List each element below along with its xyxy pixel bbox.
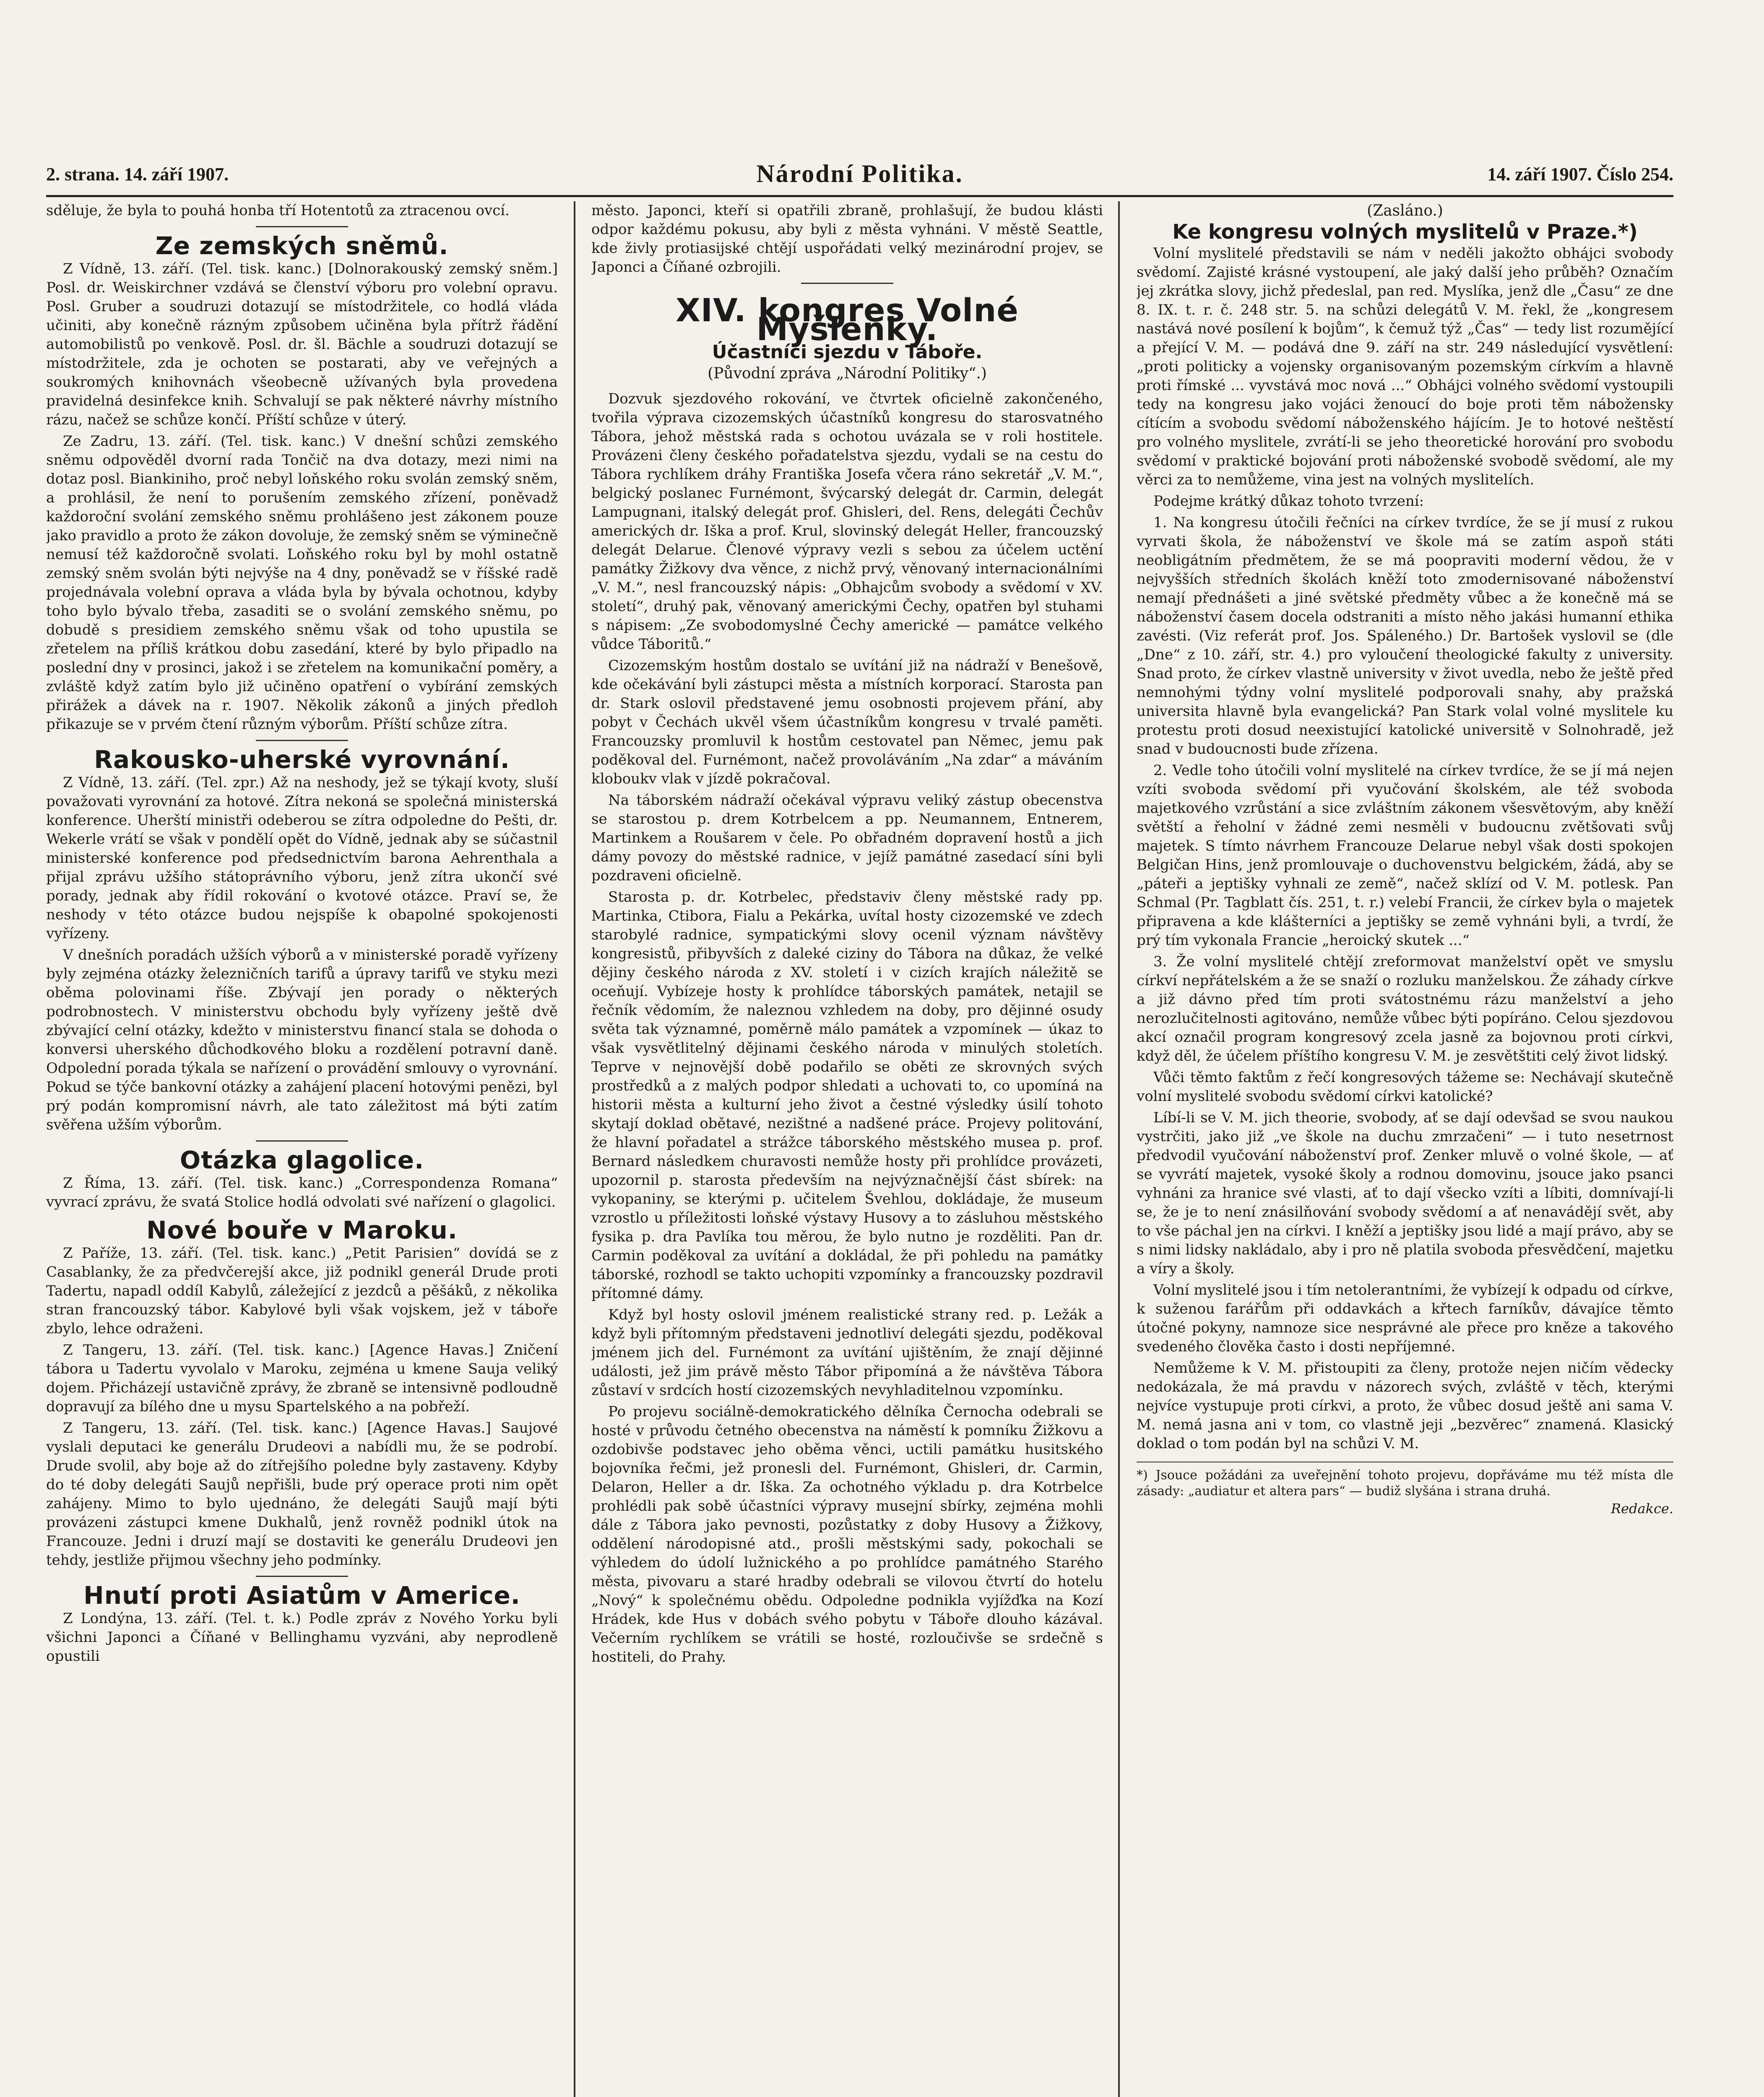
header-left: 2. strana. 14. září 1907. bbox=[46, 164, 229, 185]
article-paragraph: Na táborském nádraží očekával výpravu veliký zástup obecenstva se starostou p. drem Kotrbelcem a pp. Neumannem, Entnerem, Martinkem a Roušarem v čele. Po obřadném dopravení hostů a jich dámy povozy do městské radnice, v jejíž památné zasedací síni byli pozdraveni oficielně. bbox=[591, 792, 1103, 884]
article-paragraph: Nemůžeme k V. M. přistoupiti za členy, protože nejen ničím vědecky nedokázala, že má pravdu v názorech svých, zvláště v těch, kterými nejvíce vystupuje proti církvi, a proto, že vůbec dosud ještě ani sama V. M. nemá jasna ani v tom, co vlastně jeji „bezvěrec“ znamená. Klasický doklad o tom podán byl na schůzi V. M. bbox=[1137, 1360, 1673, 1452]
article-paragraph: Z Vídně, 13. září. (Tel. tisk. kanc.) [Dolnorakouský zemský sněm.] Posl. dr. Weiskirchner vzdává se členství výboru pro volební opravu. Posl. Gruber a soudruzi dotazují se místodržitele, co hodlá vláda učiniti, aby konečně rázným způsobem učiněna byla přítrž řádění automobilistů po venkově. Posl. dr. šl. Bächle a soudruzi dotazují se místodržitele, zda je ochoten se postarati, aby ve veřejných a soukromých knihovnách všeobecně užívaných byla provedena pravidelná desinfekce knih. Schvalují se pak některé návrhy místního rázu, načež se schůze končí. Příští schůze v úterý. bbox=[46, 260, 558, 428]
article-paragraph: Z Tangeru, 13. září. (Tel. tisk. kanc.) [Agence Havas.] Saujové vyslali deputaci ke generálu Drudeovi a nabídli mu, že se podrobí. Drude svolil, aby boje až do zítřejšího poledne byly zastaveny. Kdyby do té doby delegáti Saujů nepřišli, bude prý operace proti nim opět zahájeny. Mimo to bylo ujednáno, že delegáti Saujů mají býti provázeni zástupci kmene Dukhalů, jenž rovněž podnikl útok na Francouze. Jedni i druzí mají se dostaviti ke generálu Drudeovi jen tehdy, jestliže přijmou všechny jeho podmínky. bbox=[46, 1420, 558, 1569]
article-paragraph: Podejme krátký důkaz tohoto tvrzení: bbox=[1153, 493, 1424, 510]
signature: Redakce. bbox=[1610, 1501, 1673, 1517]
article-paragraph: Ze Zadru, 13. září. (Tel. tisk. kanc.) V dnešní schůzi zemského sněmu odpověděl dvorní rada Tončič na dva dotazy, mezi nimi na dotaz posl. Biankiniho, proč nebyl loňského roku svolán zemský sněm, a prohlásil, že není to porušením zemského zřízení, poněvadž každoroční svolání zemského sněmu prohlášeno jest zákonem pouze jako pravidlo a proto že zákon dovoluje, že zemský sněm se výminečně nemusí též každoročně svolati. Loňského roku byl by mohl ostatně zemský sněm svolán býti nejvýše na 4 dny, poněvadž se v říšské radě projednávala volební oprava a vláda byla by bývala ochotnou, kdyby toho bylo bývalo třeba, zasaditi se o svolání zemského sněmu, po dobudě s presidiem zemského sněmu však od toho upustila se zřetelem na příliš krátkou dobu zasedání, které by bylo připadlo na poslední dny v prosinci, jakož i se zřetelem na komunikační poměry, a zvláště když zatím bylo již učiněno opatření o vybírání zemských přirážek a dávek na r. 1907. Několik zákonů a jiných předloh přikazuje se v prvém čtení různým výborům. Příští schůze zítra. bbox=[46, 433, 558, 733]
newspaper-page bbox=[46, 50, 1673, 2097]
footnote: *) Jsouce požádáni za uveřejnění tohoto projevu, dopřáváme mu též místa dle zásady: „audiatur et altera pars“ — budiž slyšána i strana druhá. bbox=[1137, 1462, 1673, 1499]
article-paragraph: 1. Na kongresu útočili řečníci na církev tvrdíce, že se jí musí z rukou vyrvati škola, že náboženství ve škole má se zatím aspoň státi neobligátním předmětem, že se má poopraviti moderní vědou, že v nejvyšších středních školách kněží toto zmodernisované náboženství nemají přednášeti a jiné světské předměty vůbec a že konečně má se náboženství časem docela odstraniti a místo něho jakási humanní ethika zavésti. (Viz referát prof. Jos. Spáleného.) Dr. Bartošek vyslovil se (dle „Dne“ z 10. září, str. 4.) pro vyloučení theologické fakulty z university. Snad proto, že církev vlastně university v život uvedla, nebo že ještě před nemnohými týdny volní myslitelé podporovali snahy, aby pražská universita hlavně byla evangelická? Pan Stark volal volné myslitele ku protestu proti dosud neexistující katolické universitě v Solnohradě, jež snad v budoucnosti bude zřízena. bbox=[1137, 514, 1673, 757]
article-paragraph: Z Londýna, 13. září. (Tel. t. k.) Podle zpráv z Nového Yorku byli všichni Japonci a Číňané v Bellinghamu vyzváni, aby neprodleně opustili bbox=[46, 1610, 558, 1665]
article-paragraph: Když byl hosty oslovil jménem realistické strany red. p. Ležák a když byli přítomným představeni jednotliví delegáti sjezdu, poděkoval jménem jich del. Furnémont za uvítání ujištěním, že znají dějinné události, jež jim právě město Tábor připomíná a že návštěva Tábora zůstaví v srdcích hostí cizozemských nevyhladitelnou vzpomínku. bbox=[591, 1306, 1103, 1399]
headline-vyrovnani: Rakousko-uherské vyrovnání. bbox=[94, 745, 510, 774]
separator bbox=[256, 226, 348, 227]
article-paragraph: Starosta p. dr. Kotrbelec, představiv členy městské rady pp. Martinka, Ctibora, Fialu a Pekárka, uvítal hosty cizozemské ve zdech starobylé radnice, sympatickými slovy ocenil význam návštěvy kongresistů, přibyvších z daleké ciziny do Tábora na důkaz, že velké dějiny českého národa z XV. století i v cizích krajích náležitě se oceňují. Vybízeje hosty k prohlídce táborských památek, netajil se řečník vědomím, že naleznou vzhledem na doby, pro dějinné osudy světa tak významné, poměrně málo památek a vzpomínek — úkaz to však vysvětlitelný dějinami českého národa v minulých stoletích. Teprve v nejnovější době podařilo se oběti ze skrovných svých prostředků a z malých podpor shledati a uchovati to, co upomíná na historii města a kulturní jeho život a čestné výsledky úsilí tohoto skytají doklad obětavé, nezištné a nadšené práce. Projevy politování, že hlavní pořadatel a strážce táborského městského musea p. prof. Bernard následkem churavosti nemůže hosty při prohlídce provázeti, upozornil p. starosta především na nejvýznačnější část sbírek: na vykopaniny, se kterými p. učitelem Švehlou, dokládaje, že museum vzrostlo u příležitosti loňské výstavy Husovy a to zásluhou městského fysika p. dra Pavlíka tou měrou, že bylo nutno je rozděliti. Pan dr. Carmin poděkoval za uvítání a dokládal, že při pohledu na památky táborské, rozhodl se takto uchopiti vzpomínky a francouzsky pozdravil přítomné dámy. bbox=[591, 889, 1103, 1302]
article-paragraph: Z Říma, 13. září. (Tel. tisk. kanc.) „Correspondenza Romana“ vyvrací zprávu, že svatá Stolice hodlá odvolati své nařízení o glagolici. bbox=[46, 1175, 558, 1210]
header-rule bbox=[46, 195, 1673, 197]
header-right: 14. září 1907. Číslo 254. bbox=[1487, 164, 1673, 185]
column-3 bbox=[1137, 201, 1673, 2097]
article-paragraph: Po projevu sociálně-demokratického dělníka Černocha odebrali se hosté v průvodu četného obecenstva na náměstí k pomníku Žižkovu a ozdobivše podstavec jeho oběma věnci, uctili památku husitského bojovníka řečmi, jež pronesli del. Furnémont, Ghisleri, dr. Carmin, Delaron, Heller a dr. Iška. Za ochotného výkladu p. dra Kotrbelce prohlédli pak sobě účastníci výpravy musejní sbírky, zejména mohli dále z Tábora jako pevnosti, pozůstatky z doby Husovy a Žižkovy, oddělení národopisné atd., prošli městskými sady, pokochali se výhledem do údolí lužnického a po prohlídce památného Starého města, pivovaru a staré hradby odebrali se vilovou čtvrtí do hotelu „Nový“ k společnému obědu. Odpoledne podnikla vyjížďka na Kozí Hrádek, kde Hus v dobách svého pobytu v Táboře dlouho kázával. Večerním rychlíkem se vrátili se hosté, rozloučivše se srdečně s hostiteli, do Prahy. bbox=[591, 1403, 1103, 1665]
separator bbox=[801, 283, 893, 284]
column-2 bbox=[591, 201, 1103, 2097]
headline-glagolice: Otázka glagolice. bbox=[180, 1146, 424, 1174]
article-paragraph: Volní myslitelé jsou i tím netolerantními, že vybízejí k odpadu od církve, k suženou farářům při oddavkách a křtech farníkův, dávajíce těmto útočné pokyny, namnoze sice nesprávné ale přece pro kněze a takového svedeného člověka často i dosti nepříjemné. bbox=[1137, 1282, 1673, 1355]
article-paragraph: 2. Vedle toho útočili volní myslitelé na církev tvrdíce, že se jí má nejen vzíti svoboda svědomí při vyučování školském, ale též svoboda majetkového vzrůstání a sice zvláštním zákonem všesvětovým, aby kněží světští a řeholní v žádné zemi nesměli v budoucnu zvětšovati svůj majetek. S tímto návrhem Francouze Delarue nebyl však dosti spokojen Belgičan Hins, jenž promlouvaje o duchovenstvu belgickém, žádá, aby se „páteři a jeptišky vyhnali ze země“, načež sklízí od V. M. potlesk. Pan Schmal (Pr. Tagblatt čís. 251, t. r.) velebí Francii, že církev byla o majetek připravena a kde klášterníci a jeptišky se země vyhnáni byli, a tvrdí, že prý tím vykonala Francie „heroický skutek ...“ bbox=[1137, 762, 1673, 949]
running-header bbox=[46, 155, 1673, 193]
headline-maroko: Nové bouře v Maroku. bbox=[146, 1216, 458, 1244]
source-line: (Původní zpráva „Národní Politiky“.) bbox=[708, 365, 987, 382]
separator bbox=[256, 1140, 348, 1142]
headline-zemske-snemy: Ze zemských sněmů. bbox=[155, 232, 449, 260]
masthead-title: Národní Politika. bbox=[756, 160, 963, 187]
headline-volni-myslitele: Ke kongresu volných myslitelů v Praze.*) bbox=[1172, 220, 1638, 244]
column-divider bbox=[1118, 201, 1120, 2097]
article-paragraph: Z Vídně, 13. září. (Tel. zpr.) Až na neshody, jež se týkají kvoty, sluší považovati vyrovnání za hotové. Zítra nekoná se společná ministerská konference. Uherští ministři odeberou se zítra odpoledne do Pešti, dr. Wekerle vrátí se však v pondělí opět do Vídně, jednak aby se súčastnil ministerské konference pod předsednictvím barona Aehrenthala a přijal zprávu užšího státoprávního výboru, jenž zítra ukončí své porady, jednak aby řídil rokování o kvotové otázce. Praví se, že neshody v této otázce budou nejspíše k obapolné spokojenosti vyřízeny. bbox=[46, 774, 558, 942]
headline-kongres: XIV. kongres Volné Myšlenky. bbox=[676, 291, 1019, 348]
article-paragraph: V dnešních poradách užších výborů a v ministerské poradě vyřízeny byly zejména otázky železničních tarifů a úpravy tarifů ve styku mezi oběma polovinami říše. Zbývají jen porady o některých podrobnostech. V ministerstvu obchodu byly vyřízeny ještě dvě zbývající celní otázky, kdežto v ministerstvu financí stala se dohoda o konversi uherského důchodkového bloku a rozdělení potravní daně. Odpolední porada týkala se nařízení o provádění smlouvy o vyrovnání. Pokud se týče bankovní otázky a zahájení placení hotovými penězi, byl prý podán kompromisní návrh, ale tato záležitost má býti zatím svěřena užším výborům. bbox=[46, 947, 558, 1133]
separator bbox=[256, 1576, 348, 1577]
column-divider bbox=[574, 201, 575, 2097]
continued-text: sděluje, že byla to pouhá honba tří Hotentotů za ztracenou ovcí. bbox=[46, 202, 510, 219]
article-paragraph: Vůči těmto faktům z řečí kongresových tážeme se: Nechávají skutečně volní myslitelé svobodu svědomí církvi katolické? bbox=[1137, 1069, 1673, 1105]
headline-asiate: Hnutí proti Asiatům v Americe. bbox=[83, 1581, 520, 1610]
article-paragraph: Z Paříže, 13. září. (Tel. tisk. kanc.) „Petit Parisien“ dovídá se z Casablanky, že za předvčerejší akce, již podnikl generál Drude proti Tadertu, napadl oddíl Kabylů, záležející z jezdců a pěšáků, z několika stran francouzský tábor. Kabylové byli však vojskem, jež v táboře zbylo, lehce odraženi. bbox=[46, 1245, 558, 1337]
article-paragraph: 3. Že volní myslitelé chtějí zreformovat manželství opět ve smyslu církví nepřátelském a že se snaží o rozluku manželskou. Že záhady církve a již dávno před tím proti svátostnému rázu manželství a jeho nerozlučitelnosti agitováno, nemůže vůbec býti popíráno. Celou sjezdovou akcí označil program kongresový zcela jasně za bojovnou proti církvi, když děl, že účelem příštího kongresu V. M. je zesvětštiti celý život lidský. bbox=[1137, 953, 1673, 1064]
continued-text: město. Japonci, kteří si opatřili zbraně, prohlašují, že budou klásti odpor každému pokusu, aby byli z města vyhnáni. V městě Seattle, kde živly protiasijské chtějí uspořádati velký mezinárodní projev, se Japonci a Číňané ozbrojili. bbox=[591, 202, 1103, 276]
article-paragraph: Dozvuk sjezdového rokování, ve čtvrtek oficielně zakončeného, tvořila výprava cizozemských účastníků kongresu do starosvatného Tábora, jehož městská rada s ochotou uvázala se v roli hostitele. Provázeni členy českého pořadatelstva sjezdu, vydali se na cestu do Tábora rychlíkem dráhy Františka Josefa včera ráno sekretář „V. M.“, belgický poslanec Furnémont, švýcarský delegát dr. Carmin, delegát Lampugnani, italský delegát prof. Ghisleri, del. Rens, delegáti Čechův amerických dr. Iška a prof. Krul, slovinský delegát Heller, francouzský delegát Delarue. Členové výpravy vezli s sebou za účelem uctění památky Žižkovy dva věnce, z nichž prvý, věnovaný internacionálními „V. M.“, nesl francouzský nápis: „Obhajcům svobody a svědomí v XV. století“, druhý pak, věnovaný americkými Čechy, opatřen byl stuhami s nápisem: „Ze svobodomyslné Čechy americké — památce velkého vůdce Táboritů.“ bbox=[591, 390, 1103, 653]
article-paragraph: Z Tangeru, 13. září. (Tel. tisk. kanc.) [Agence Havas.] Zničení tábora u Tadertu vyvolalo v Maroku, zejména u kmene Sauja veliký dojem. Přicházejí ustavičně zprávy, že zbraně se intensivně podloudně dopravují za bílého dne u mysu Spartelského a na pobřeží. bbox=[46, 1342, 558, 1415]
article-paragraph: Líbí-li se V. M. jich theorie, svobody, ať se dají odevšad se svou naukou vystrčiti, jako již „ve škole na duchu zmrzačeni“ — i tuto nesetrnost předvodil vyučování náboženství prof. Zenker mluvě o volné škole, — ať se vyvrátí majetek, vysoké školy a rodnou domovinu, jsouce jako psanci vyhnáni za hranice své vlasti, ať to dají všecko vzíti a líbiti, domnívají-li se, že je to není znásilňování svobody svědomí a ať nenavádějí svět, aby to vše páchal jen na církvi. I kněží a jeptišky jsou lidé a mají právo, aby se s nimi lidsky nakládalo, aby i pro ně platila svoboda přesvědčení, majetku a víry a školy. bbox=[1137, 1109, 1673, 1277]
article-paragraph: Volní myslitelé představili se nám v neděli jakožto obhájci svobody svědomí. Zajisté krásné vystoupení, ale jaký další jeho průběh? Označím jej zkrátka slovy, jichž předeslal, pan red. Myslíka, jenž dle „Času“ ze dne 8. IX. t. r. č. 248 str. 5. na schůzi delegátů V. M. řekl, že „kongresem nastává nové posílení k bojům“, k čemuž týž „Čas“ — tedy list rozumějící a přející V. M. — podává dne 9. září na str. 249 následující vysvětlení: „proti politicky a vojensky organisovaným pozemským církvím a hlavně proti římské ... vyvstává moc nová ...“ Obhájci volného svědomí vystoupili tedy na kongresu jako vojáci ženoucí do boje proti těm nábožensky cítícím a svobodu svědomí náboženského hájícím. Je to hotové neštěstí pro volného myslitele, zvrátí-li se jeho theoretické horování pro svobodu svědomí v praktické bojování proti náboženské svobodě svědomí, ale my věrci za to nemůžeme, vina jest na volných myslitelích. bbox=[1137, 245, 1673, 488]
column-1 bbox=[46, 201, 558, 2097]
separator bbox=[256, 740, 348, 741]
article-paragraph: Cizozemským hostům dostalo se uvítání již na nádraží v Benešově, kde očekávání byli zástupci města a místních korporací. Starosta pan dr. Stark oslovil představené jemu osobnosti projevem přání, aby pobyt v Čechách ukvěl všem účastníkům kongresu v trvalé paměti. Francouzsky promluvil k hostům cestovatel pan Němec, jemu pak poděkoval del. Furnémont, načež provoláváním „Na zdar“ a máváním kloboukv vlak v jízdě pokračoval. bbox=[591, 657, 1103, 787]
zaslano-label: (Zasláno.) bbox=[1367, 202, 1443, 219]
subheadline: Účastníci sjezdu v Táboře. bbox=[712, 341, 983, 363]
